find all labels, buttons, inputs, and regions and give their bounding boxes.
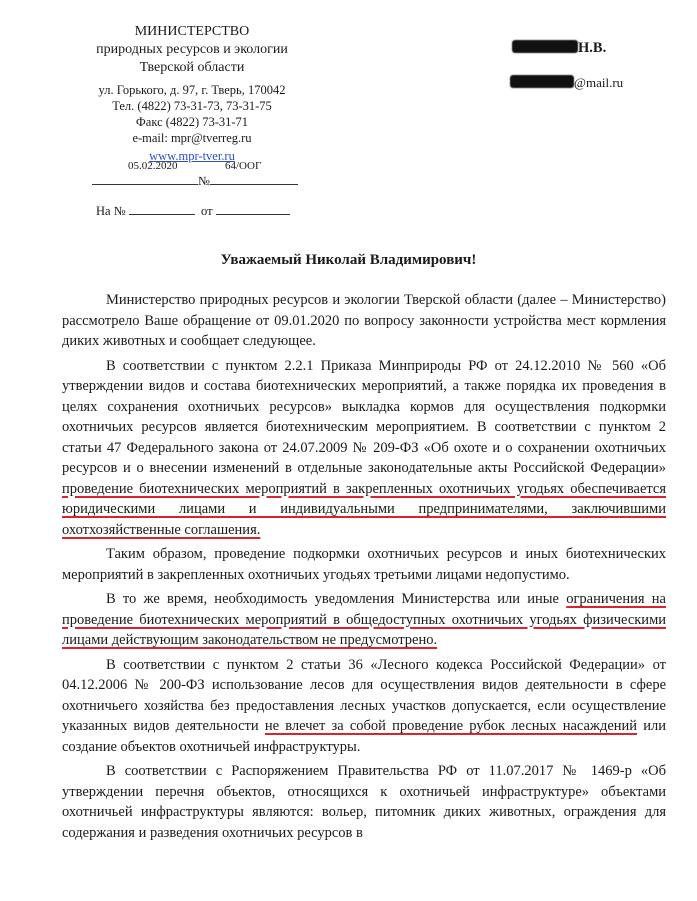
ministry-region: Тверской области (139, 60, 245, 75)
ministry-email: e-mail: mpr@tverreg.ru (132, 131, 252, 145)
redacted-email-user (510, 75, 574, 88)
ministry-phone: Тел. (4822) 73-31-73, 73-31-75 (112, 99, 272, 113)
paragraph-3: Таким образом, проведение подкормки охотничьих ресурсов и иных биотехнических мероприятий в закрепленных охотничьих угодьях третьими лицами недопустимо. (62, 546, 666, 583)
number-blank (210, 172, 298, 185)
outgoing-number: 64/ООГ (225, 160, 262, 172)
reply-prefix: На № (96, 204, 126, 218)
outgoing-line (92, 172, 298, 189)
letter-body (62, 290, 666, 843)
ministry-website (72, 148, 312, 164)
number-sign: № (198, 174, 210, 188)
reply-from: от (201, 204, 213, 218)
greeting: Уважаемый Николай Владимирович! (220, 252, 477, 268)
reply-number-blank (129, 202, 195, 215)
paragraph-4 (62, 589, 666, 651)
recipient-email-domain: @mail.ru (574, 75, 624, 90)
reply-line (96, 202, 290, 219)
paragraph-5-tail: или создание объектов охотничьей инфраструктуры. (62, 718, 667, 755)
paragraph-5-text: В соответствии с пунктом 2 статьи 36 «Лесного кодекса Российской Федерации» от 04.12.2006 № 200-ФЗ использование лесов для осуществления видов деятельности в сфере охотничьего хозяйства без предоставления лесных участков допускается, если осуществление указанных видов деятельности (62, 656, 666, 734)
paragraph-5 (62, 655, 666, 758)
recipient-initials: Н.В. (578, 40, 607, 56)
paragraph-2-text: В соответствии с пунктом 2.2.1 Приказа Минприроды РФ от 24.12.2010 № 560 «Об утверждении видов и состава биотехнических мероприятий, а также порядка их проведения в целях сохранения охотничьих ресурсов» выкладка кормов для осуществления подкормки охотничьих ресурсов является биотехническим мероприятием. В соответствии с пунктом 2 статьи 47 Федерального закона от 24.07.2009 № 209-ФЗ «Об охоте и о сохранении охотничьих ресурсов и о внесении изменений в отдельные законодательные акты Российской Федерации» (62, 357, 666, 476)
recipient-name (512, 40, 606, 57)
paragraph-2-highlight: проведение биотехнических мероприятий в закрепленных охотничьих угодьях обеспечивается юридическими лицами и индивидуальными предпринимателями, заключившими охотхозяйственные соглашения. (62, 480, 666, 538)
ministry-title: МИНИСТЕРСТВО (134, 24, 250, 39)
paragraph-5-highlight: не влечет за собой проведение рубок лесных насаждений (264, 718, 638, 734)
ministry-fax: Факс (4822) 73-31-71 (135, 115, 249, 129)
paragraph-2 (62, 356, 666, 541)
ministry-address: ул. Горького, д. 97, г. Тверь, 170042 (98, 83, 286, 97)
ministry-subtitle: природных ресурсов и экологии (96, 42, 288, 57)
outgoing-date: 05.02.2020 (128, 160, 178, 172)
website-link[interactable]: www.mpr-tver.ru (149, 149, 235, 163)
redacted-surname (512, 40, 578, 53)
paragraph-4-text: В то же время, необходимость уведомления Министерства или иные (106, 591, 559, 607)
reply-date-blank (216, 202, 290, 215)
paragraph-1: Министерство природных ресурсов и экологии Тверской области (далее – Министерство) рассмотрело Ваше обращение от 09.01.2020 по вопросу законности устройства мест кормления диких животных и сообщает следующее. (62, 292, 666, 349)
recipient-email (510, 75, 623, 91)
date-blank (92, 172, 198, 185)
paragraph-6: В соответствии с Распоряжением Правительства РФ от 11.07.2017 № 1469-р «Об утверждении перечня объектов, относящихся к охотничьей инфраструктуре» объектами охотничьей инфраструктуры являются: вольер, питомник диких животных, ограждения для содержания и разведения охотничьих ресурсов в (62, 763, 666, 841)
paragraph-4-highlight: ограничения на проведение биотехнических мероприятий в общедоступных охотничьих угодьях физическими лицами действующим законодательством не предусмотрено. (62, 591, 666, 648)
